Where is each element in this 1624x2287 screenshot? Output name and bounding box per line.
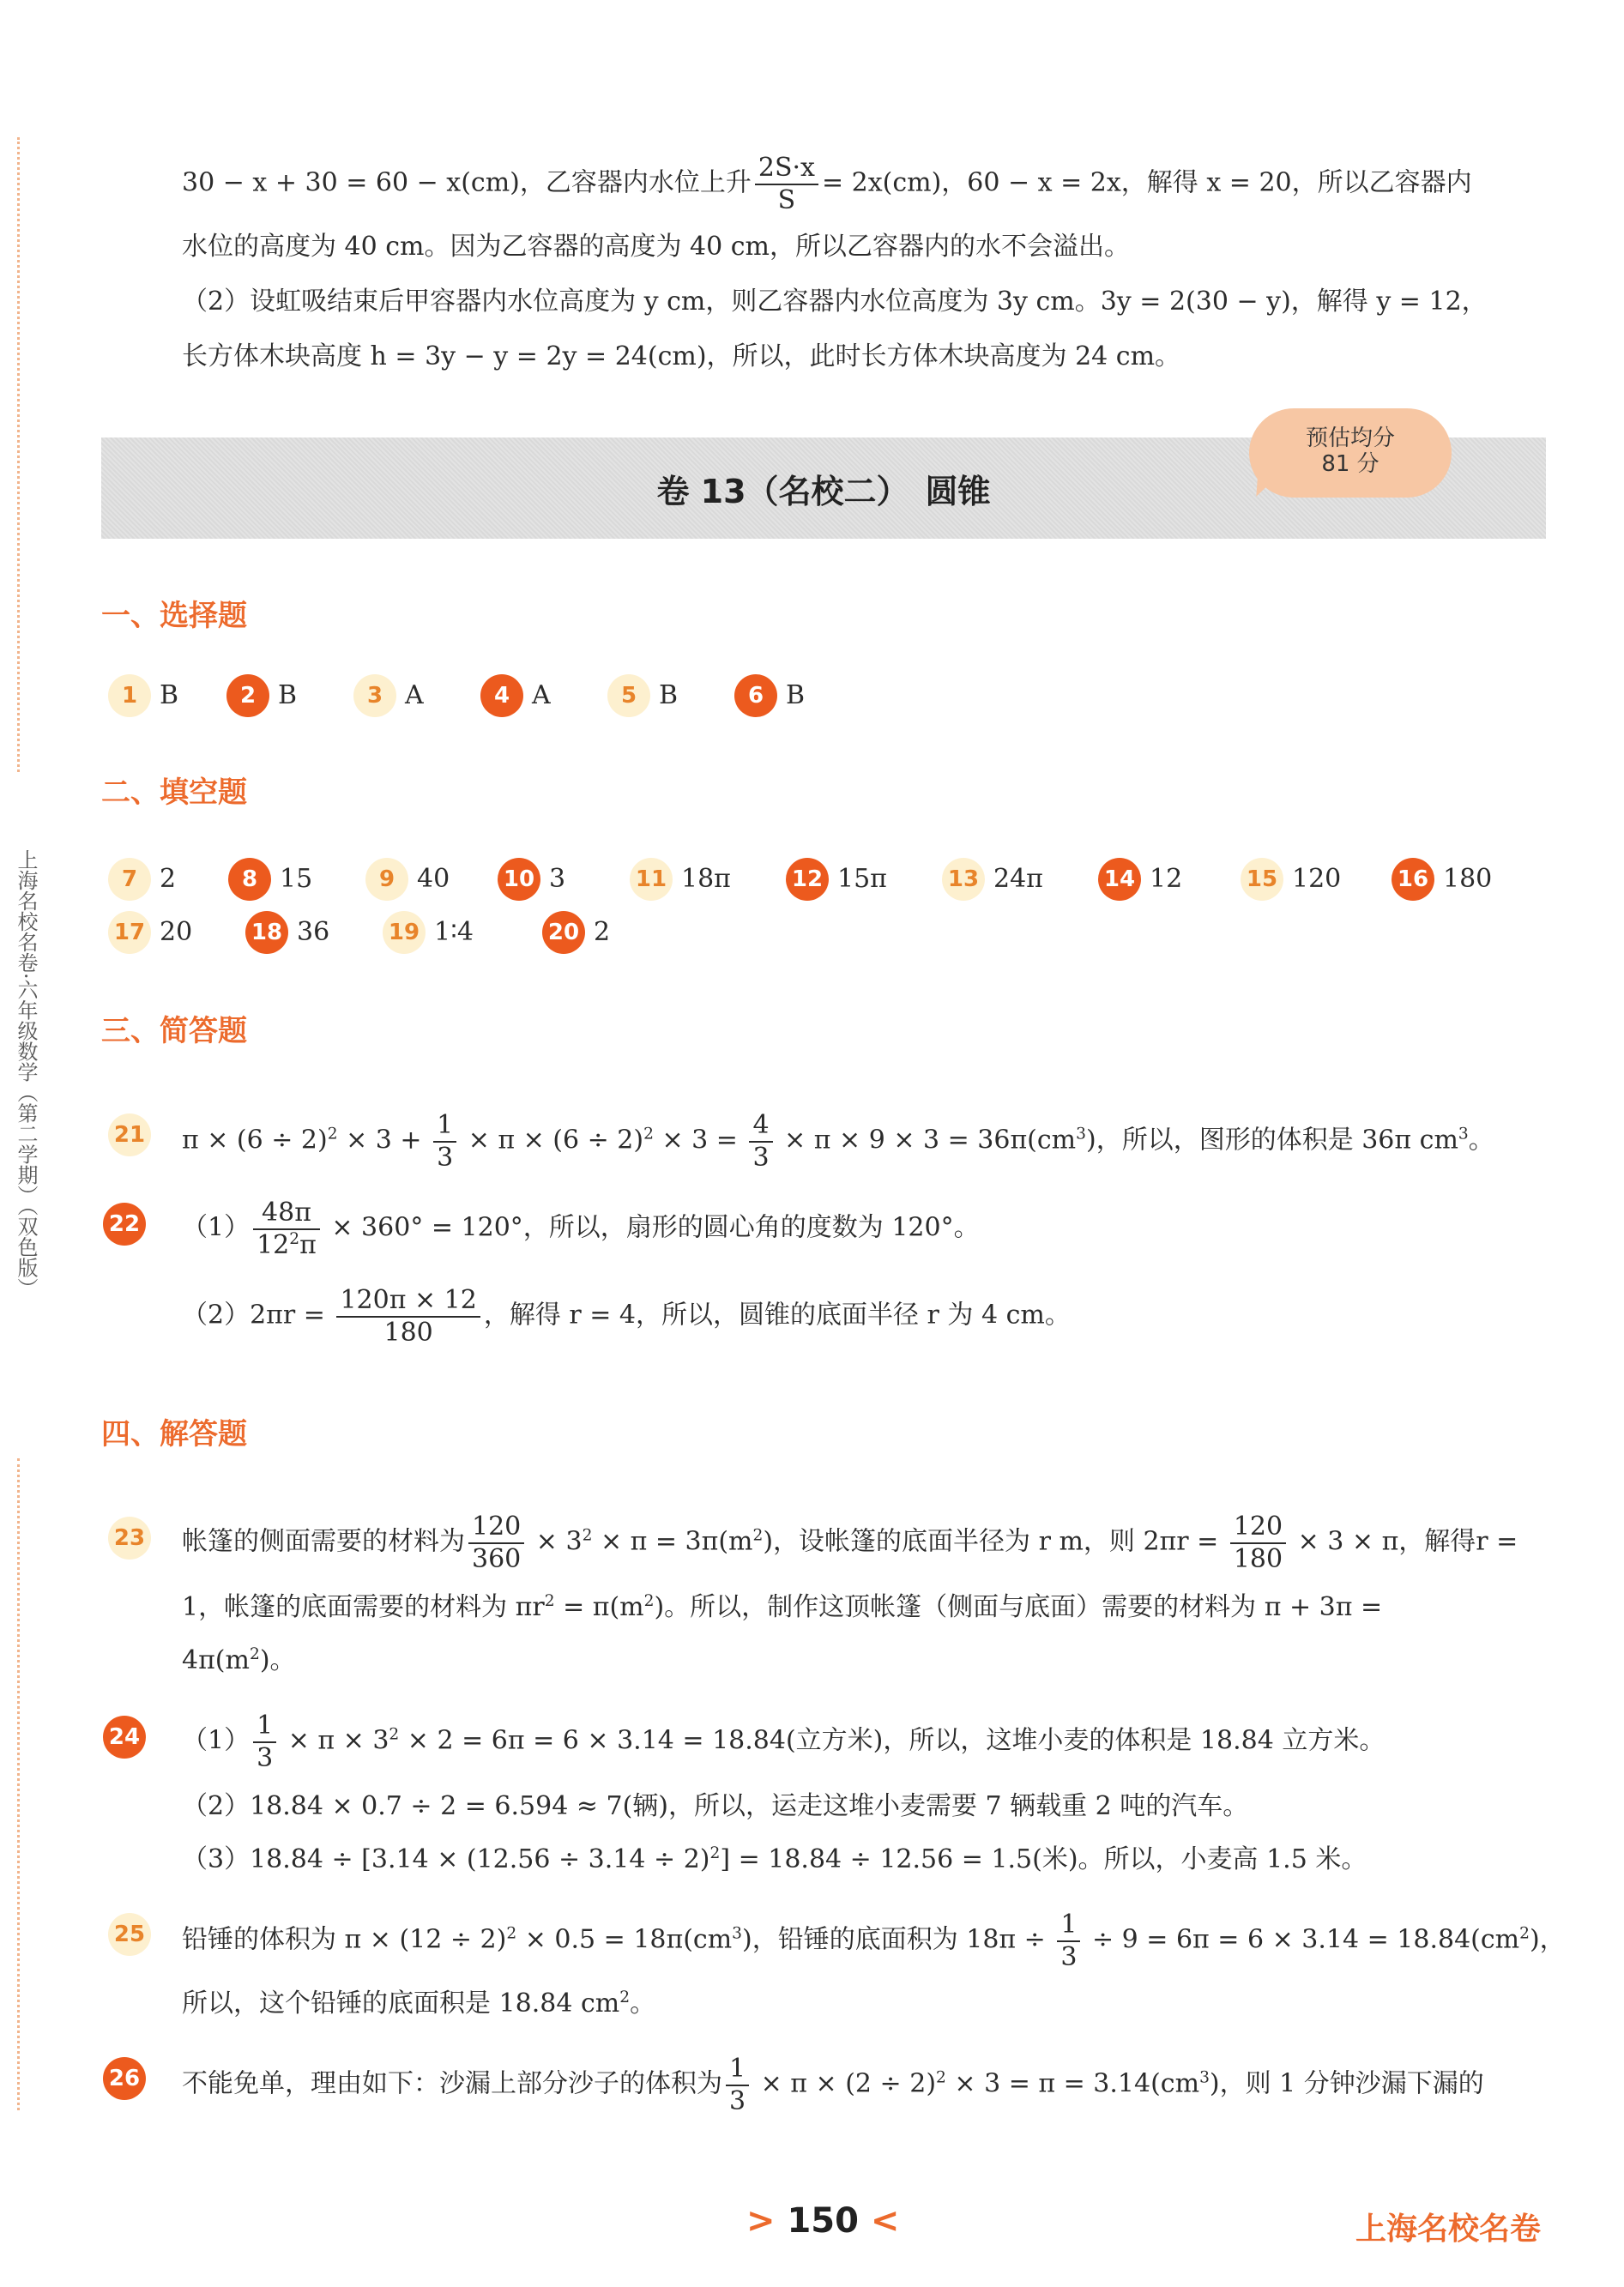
answer-value: 40 [417, 864, 450, 894]
top-line-1-b: = 2x(cm)，60 − x = 2x，解得 x = 20，所以乙容器内 [821, 167, 1472, 198]
q23-text-l2a: 1，帐篷的底面需要的材料为 πr [182, 1592, 545, 1622]
answer-value: B [278, 680, 298, 710]
q21-text-c: × π × (6 ÷ 2) [460, 1125, 644, 1156]
fraction [1057, 1911, 1080, 1970]
answer-value: 2 [160, 864, 177, 894]
superscript: 2 [643, 1125, 654, 1144]
answer-value: 12 [1150, 864, 1183, 894]
answer-value: 2 [594, 917, 611, 947]
question-number-badge: 7 [108, 858, 151, 901]
q25-text-e: )， [1529, 1924, 1566, 1955]
answer-value: B [659, 680, 679, 710]
question-number-badge: 9 [365, 858, 408, 901]
q23-text-c: × π = 3π(m [592, 1526, 753, 1557]
question-number-badge: 13 [942, 858, 985, 901]
superscript: 2 [619, 1988, 631, 2006]
fraction-numerator: 48π [253, 1199, 320, 1230]
question-number-badge: 3 [353, 674, 396, 717]
question-number-badge: 5 [607, 674, 650, 717]
superscript: 2 [752, 1526, 764, 1545]
q24-part3 [182, 1841, 1367, 1879]
answer-value: 36 [297, 917, 330, 947]
superscript: 2 [544, 1592, 555, 1610]
q23-text-b: × 3 [528, 1526, 583, 1557]
fraction-denominator: 3 [437, 1142, 454, 1173]
page-number-value: 150 [787, 2201, 859, 2241]
question-number-badge: 24 [103, 1716, 146, 1759]
question-number-badge: 18 [245, 911, 288, 954]
q26-text-d: )，则 1 分钟沙漏下漏的 [1209, 2068, 1484, 2099]
q23-line-2 [182, 1589, 1382, 1626]
fraction [336, 1287, 480, 1346]
q22-part2 [182, 1287, 1071, 1346]
question-number-badge: 14 [1098, 858, 1141, 901]
superscript: 2 [1519, 1924, 1530, 1943]
section-title-fill: 二、填空题 [101, 775, 247, 810]
fraction-numerator: 1 [1057, 1911, 1080, 1942]
q26-text-c: × 3 = π = 3.14(cm [945, 2068, 1200, 2099]
top-line-3: （2）设虹吸结束后甲容器内水位高度为 y cm，则乙容器内水位高度为 3y cm。3y = 2(30 − y)，解得 y = 12， [182, 287, 1488, 317]
page-number [746, 2201, 899, 2241]
q24-part1 [182, 1712, 1385, 1771]
q25-text-l2a: 所以，这个铅锤的底面积是 18.84 cm [182, 1988, 620, 2018]
answer-value: 1∶4 [434, 917, 474, 947]
section-title-choice: 一、选择题 [101, 599, 247, 633]
q21-text-b: × 3 + [337, 1125, 431, 1156]
q21-text-g: 。 [1468, 1125, 1494, 1156]
answer-value: 18π [681, 864, 731, 894]
q23-text-d: )，设帐篷的底面半径为 r m，则 2πr = [763, 1526, 1227, 1557]
q24-p3-text-b: ] = 18.84 ÷ 12.56 = 1.5(米)。所以，小麦高 1.5 米。 [720, 1844, 1367, 1874]
fraction-denominator: 3 [752, 1142, 770, 1173]
section-title-solve: 四、解答题 [101, 1417, 247, 1451]
question-number-badge: 26 [103, 2057, 146, 2100]
fraction-denominator: 3 [1060, 1941, 1078, 1972]
q23-line-3 [182, 1642, 296, 1680]
fraction-numerator: 4 [749, 1112, 772, 1143]
q21-answer [182, 1112, 1494, 1171]
question-number-badge: 12 [786, 858, 829, 901]
question-number-badge: 25 [108, 1913, 151, 1956]
q24-part2: （2）18.84 × 0.7 ÷ 2 = 6.594 ≈ 7(辆)，所以，运走这堆小麦需要 7 辆载重 2 吨的汽车。 [182, 1791, 1249, 1821]
fraction-numerator: 2S·x [755, 154, 818, 185]
superscript: 3 [732, 1924, 743, 1943]
q22-p2-label: （2）2πr = [182, 1300, 334, 1331]
superscript: 2 [289, 1229, 300, 1248]
q25-text-d: ÷ 9 = 6π = 6 × 3.14 = 18.84(cm [1084, 1924, 1520, 1955]
question-number-badge: 19 [383, 911, 426, 954]
q22-p1-text: × 360° = 120°，所以，扇形的圆心角的度数为 120°。 [323, 1212, 980, 1243]
question-number-badge: 23 [108, 1517, 151, 1560]
answer-value: A [532, 680, 551, 710]
answer-value: 120 [1292, 864, 1342, 894]
answer-value: 15π [837, 864, 887, 894]
top-line-4: 长方体木块高度 h = 3y − y = 2y = 24(cm)，所以，此时长方体木块高度为 24 cm。 [182, 341, 1181, 371]
fraction-denominator: S [777, 184, 796, 215]
question-number-badge: 20 [542, 911, 585, 954]
answer-value: 180 [1443, 864, 1493, 894]
q26-text-b: × π × (2 ÷ 2) [752, 2068, 937, 2099]
q24-p1-label: （1） [182, 1725, 251, 1756]
superscript: 2 [936, 2068, 946, 2087]
superscript: 2 [643, 1592, 655, 1610]
margin-dots-top [17, 137, 20, 772]
q23-text-a: 帐篷的侧面需要的材料为 [182, 1526, 465, 1557]
question-number-badge: 16 [1392, 858, 1434, 901]
q23-text-l3a: 4π(m [182, 1645, 250, 1675]
answer-value: 20 [160, 917, 193, 947]
q25-text-l2b: 。 [630, 1988, 656, 2018]
fraction [253, 1199, 320, 1258]
fraction-denominator: 180 [383, 1317, 433, 1348]
q23-text-l2b: = π(m [554, 1592, 644, 1622]
question-number-badge: 2 [226, 674, 269, 717]
q23-text-l3b: )。 [259, 1645, 296, 1675]
side-book-title: 上海名校名卷·六年级数学（第二学期）（双色版） [14, 849, 38, 1299]
q22-p2-text: ，解得 r = 4，所以，圆锥的底面半径 r 为 4 cm。 [483, 1300, 1071, 1331]
bubble-line-1: 预估均分 [1305, 425, 1395, 451]
q24-p1-text-c: × 2 = 6π = 6 × 3.14 = 18.84(立方米)，所以，这堆小麦的体积是 18.84 立方米。 [399, 1725, 1386, 1756]
q23-text-l2c: )。所以，制作这顶帐篷（侧面与底面）需要的材料为 π + 3π = [654, 1592, 1383, 1622]
fraction-denominator: 180 [1233, 1543, 1283, 1574]
fraction-denominator: 3 [729, 2085, 746, 2116]
fraction-denominator: 3 [257, 1742, 274, 1773]
q26-text-a: 不能免单，理由如下：沙漏上部分沙子的体积为 [182, 2068, 722, 2099]
q21-text-a: π × (6 ÷ 2) [182, 1125, 328, 1156]
superscript: 3 [1199, 2068, 1210, 2087]
fraction-numerator: 120 [1230, 1513, 1286, 1544]
fraction [253, 1712, 276, 1771]
superscript: 2 [709, 1844, 721, 1862]
question-number-badge: 1 [108, 674, 151, 717]
page-arrow-right: < [870, 2201, 900, 2241]
q21-text-d: × 3 = [653, 1125, 746, 1156]
superscript: 3 [1076, 1125, 1086, 1144]
page-arrow-left: > [746, 2201, 776, 2241]
q25-text-b: × 0.5 = 18π(cm [516, 1924, 733, 1955]
question-number-badge: 21 [108, 1113, 151, 1156]
fraction-numerator: 1 [253, 1712, 276, 1743]
superscript: 3 [1458, 1125, 1469, 1144]
fraction [749, 1112, 772, 1171]
answer-value: B [786, 680, 806, 710]
q23-line-1 [182, 1513, 1518, 1572]
q24-p3-text-a: （3）18.84 ÷ [3.14 × (12.56 ÷ 3.14 ÷ 2) [182, 1844, 710, 1874]
question-number-badge: 8 [228, 858, 271, 901]
answer-value: A [405, 680, 424, 710]
fraction [468, 1513, 524, 1572]
answer-value: 15 [280, 864, 313, 894]
brand-name: 上海名校名卷 [1355, 2212, 1542, 2247]
fraction [1230, 1513, 1286, 1572]
exam-title: 卷 13（名校二） 圆锥 [656, 473, 991, 510]
denominator-pi: π [299, 1229, 317, 1260]
fraction-numerator: 120π × 12 [336, 1287, 480, 1318]
question-number-badge: 22 [103, 1203, 146, 1246]
superscript: 2 [582, 1526, 593, 1545]
q21-text-e: × π × 9 × 3 = 36π(cm [776, 1125, 1077, 1156]
question-number-badge: 15 [1241, 858, 1283, 901]
q22-part1 [182, 1199, 980, 1258]
top-line-2: 水位的高度为 40 cm。因为乙容器的高度为 40 cm，所以乙容器内的水不会溢出。 [182, 232, 1130, 262]
q25-text-a: 铅锤的体积为 π × (12 ÷ 2) [182, 1924, 507, 1955]
q21-text-f: )，所以，图形的体积是 36π cm [1085, 1125, 1458, 1156]
q26-line-1 [182, 2055, 1484, 2115]
q24-p1-text-b: × π × 3 [280, 1725, 389, 1756]
q25-line-2 [182, 1985, 655, 2023]
question-number-badge: 17 [108, 911, 151, 954]
question-number-badge: 6 [734, 674, 777, 717]
q22-p1-label: （1） [182, 1212, 251, 1243]
fraction-denominator: 360 [472, 1543, 522, 1574]
q25-text-c: )，铅锤的底面积为 18π ÷ [742, 1924, 1054, 1955]
superscript: 2 [389, 1725, 400, 1744]
q23-text-e: × 3 × π，解得r = [1289, 1526, 1518, 1557]
top-line-1 [182, 154, 1472, 214]
question-number-badge: 11 [630, 858, 673, 901]
question-number-badge: 4 [480, 674, 523, 717]
superscript: 2 [506, 1924, 517, 1943]
denominator-base: 12 [257, 1229, 290, 1260]
superscript: 2 [249, 1645, 260, 1663]
fraction [755, 154, 818, 214]
fraction-numerator: 1 [433, 1112, 456, 1143]
fraction [433, 1112, 456, 1171]
answer-value: B [160, 680, 179, 710]
superscript: 2 [327, 1125, 338, 1144]
answer-value: 24π [993, 864, 1043, 894]
q25-line-1 [182, 1911, 1566, 1970]
average-score-bubble [1249, 408, 1452, 498]
top-line-1-a: 30 − x + 30 = 60 − x(cm)，乙容器内水位上升 [182, 167, 752, 198]
fraction-numerator: 120 [468, 1513, 524, 1544]
answer-value: 3 [549, 864, 566, 894]
margin-dots-bottom [17, 1458, 20, 2110]
bubble-line-2: 81 分 [1321, 451, 1379, 477]
question-number-badge: 10 [498, 858, 540, 901]
section-title-short: 三、简答题 [101, 1014, 247, 1048]
fraction-numerator: 1 [726, 2055, 749, 2086]
fraction-denominator [253, 1230, 320, 1259]
fraction [726, 2055, 749, 2115]
